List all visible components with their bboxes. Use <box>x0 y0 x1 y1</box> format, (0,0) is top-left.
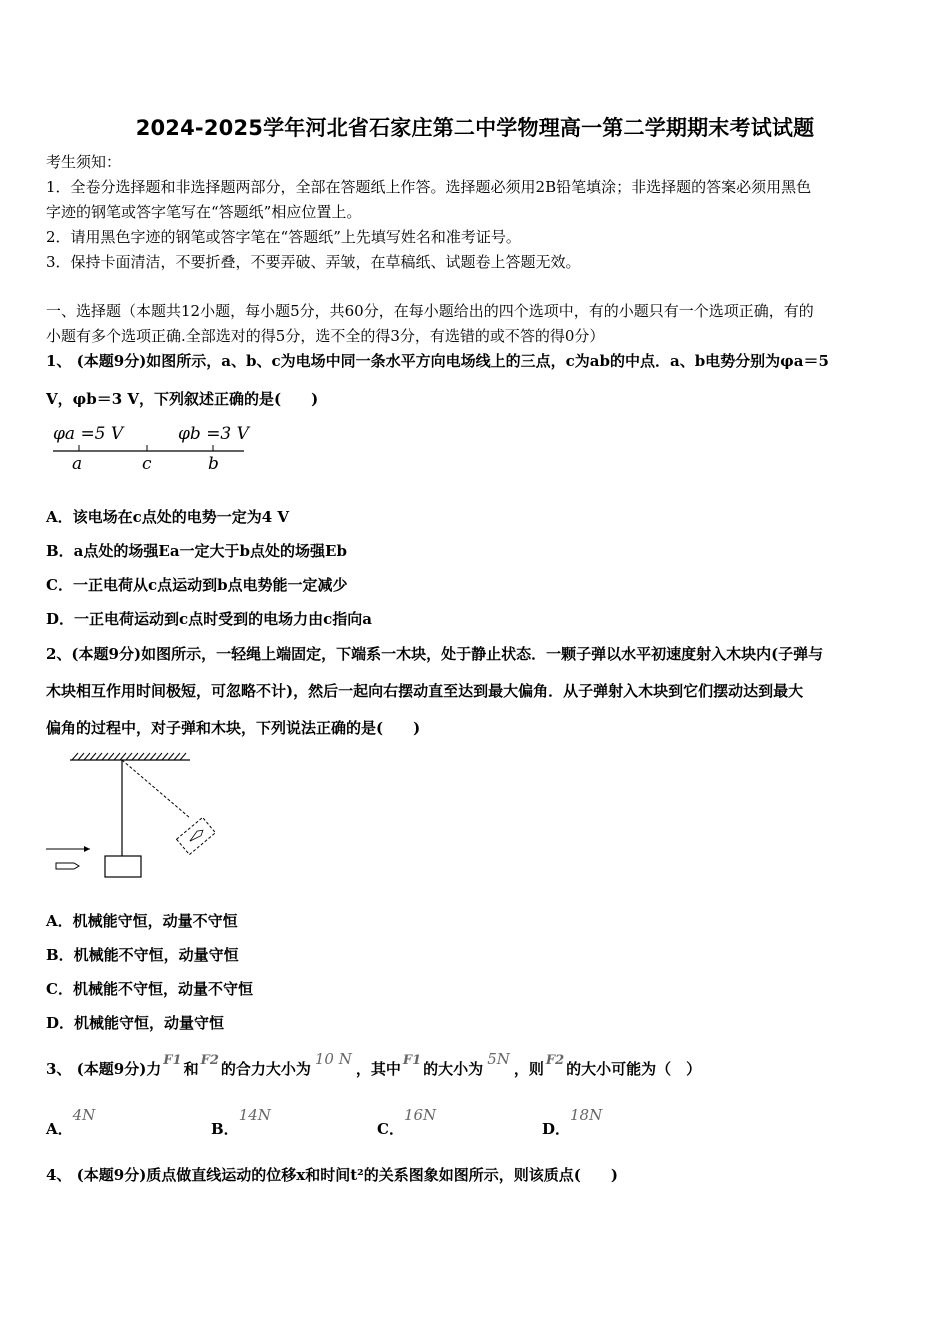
q3-f1: F1 <box>163 1053 182 1068</box>
q1-option-b: B．a点处的场强Ea一定大于b点处的场强Eb <box>46 542 347 560</box>
q3-stem <box>46 1050 702 1082</box>
notice-item-1b: 字迹的钢笔或答字笔写在“答题纸”相应位置上。 <box>46 203 362 221</box>
q1-field-line-figure <box>48 418 258 480</box>
q2-stem-3: 偏角的过程中，对子弹和木块，下列说法正确的是( ) <box>46 719 421 737</box>
q1-point-a: a <box>72 454 83 474</box>
q3-mid4: ，则 <box>513 1060 544 1078</box>
q3-prefix: 3、 (本题9分)力 <box>46 1060 162 1078</box>
q3-option-b <box>211 1106 271 1139</box>
q3-mid2: ，其中 <box>355 1060 401 1078</box>
q2-option-b: B．机械能不守恒，动量守恒 <box>46 946 239 964</box>
q1-point-c: c <box>142 454 152 474</box>
notice-heading: 考生须知： <box>46 153 122 171</box>
q3-option-d-label: D． <box>542 1120 571 1138</box>
q3-option-d-value: 18N <box>570 1106 603 1124</box>
q1-phi-a-label: φa =5 V <box>53 424 124 444</box>
q1-phi-b-label: φb =3 V <box>178 424 249 444</box>
q2-swung-rope <box>122 760 190 818</box>
q2-bullet <box>56 863 79 869</box>
q2-ceiling-hatch <box>72 753 186 760</box>
q3-mid1: 的合力大小为 <box>220 1060 311 1078</box>
q3-total: 10 N <box>314 1050 352 1068</box>
q3-option-a-label: A． <box>46 1120 73 1138</box>
q3-mid3: 的大小为 <box>423 1060 484 1078</box>
notice-item-2: 2．请用黑色字迹的钢笔或答字笔在“答题纸”上先填写姓名和准考证号。 <box>46 228 521 246</box>
q3-option-b-label: B． <box>211 1120 239 1138</box>
q1-option-d: D．一正电荷运动到c点时受到的电场力由c指向a <box>46 610 372 628</box>
notice-item-1a: 1．全卷分选择题和非选择题两部分，全部在答题纸上作答。选择题必须用2B铅笔填涂；非选择题的答案必须用黑色 <box>46 178 812 196</box>
notice-item-3: 3．保持卡面清洁，不要折叠，不要弄破、弄皱，在草稿纸、试题卷上答题无效。 <box>46 253 581 271</box>
q1-point-b: b <box>208 454 219 474</box>
q1-stem-2: V，φb＝3 V，下列叙述正确的是( ) <box>46 390 319 408</box>
q3-f1b: F1 <box>402 1053 422 1068</box>
q1-option-c: C．一正电荷从c点运动到b点电势能一定减少 <box>46 576 348 594</box>
q3-option-a <box>46 1106 96 1139</box>
q3-suffix: 的大小可能为（ ） <box>566 1060 702 1078</box>
q4-stem: 4、 (本题9分)质点做直线运动的位移x和时间t²的关系图象如图所示，则该质点( ) <box>46 1166 618 1184</box>
q2-option-c: C．机械能不守恒，动量不守恒 <box>46 980 253 998</box>
page-title: 2024-2025学年河北省石家庄第二中学物理高一第二学期期末考试试题 <box>135 116 815 140</box>
q1-option-a: A．该电场在c点处的电势一定为4 V <box>46 508 290 526</box>
q2-pendulum-figure <box>44 750 224 882</box>
section-header-2: 小题有多个选项正确.全部选对的得5分，选不全的得3分，有选错的或不答的得0分） <box>46 327 605 345</box>
q1-stem-1: 1、 (本题9分)如图所示，a、b、c为电场中同一条水平方向电场线上的三点，c为ab的中点．a、b电势分别为φa＝5 <box>46 352 829 370</box>
q3-f2b: F2 <box>545 1053 565 1068</box>
q3-option-c <box>377 1106 437 1139</box>
q2-option-a: A．机械能守恒，动量不守恒 <box>46 912 238 930</box>
q2-swung-block <box>177 817 216 854</box>
q2-stem-2: 木块相互作用时间极短，可忽略不计)，然后一起向右摆动直至达到最大偏角．从子弹射入木块到它们摆动达到最大 <box>46 682 804 700</box>
q2-stem-1: 2、(本题9分)如图所示，一轻绳上端固定，下端系一木块，处于静止状态．一颗子弹以水平初速度射入木块内(子弹与 <box>46 645 824 663</box>
q3-option-b-value: 14N <box>238 1106 271 1124</box>
q2-wood-block <box>105 856 141 877</box>
q2-option-d: D．机械能守恒，动量守恒 <box>46 1014 225 1032</box>
q3-and: 和 <box>183 1060 199 1078</box>
q3-f2: F2 <box>200 1053 219 1068</box>
q3-option-c-label: C． <box>377 1120 404 1138</box>
section-header-1: 一、选择题（本题共12小题，每小题5分，共60分，在每小题给出的四个选项中，有的小题只有一个选项正确，有的 <box>46 302 814 320</box>
q3-f1val: 5N <box>487 1050 510 1068</box>
q3-option-c-value: 16N <box>403 1106 437 1124</box>
q3-option-a-value: 4N <box>72 1106 96 1124</box>
q3-option-d <box>542 1106 603 1139</box>
